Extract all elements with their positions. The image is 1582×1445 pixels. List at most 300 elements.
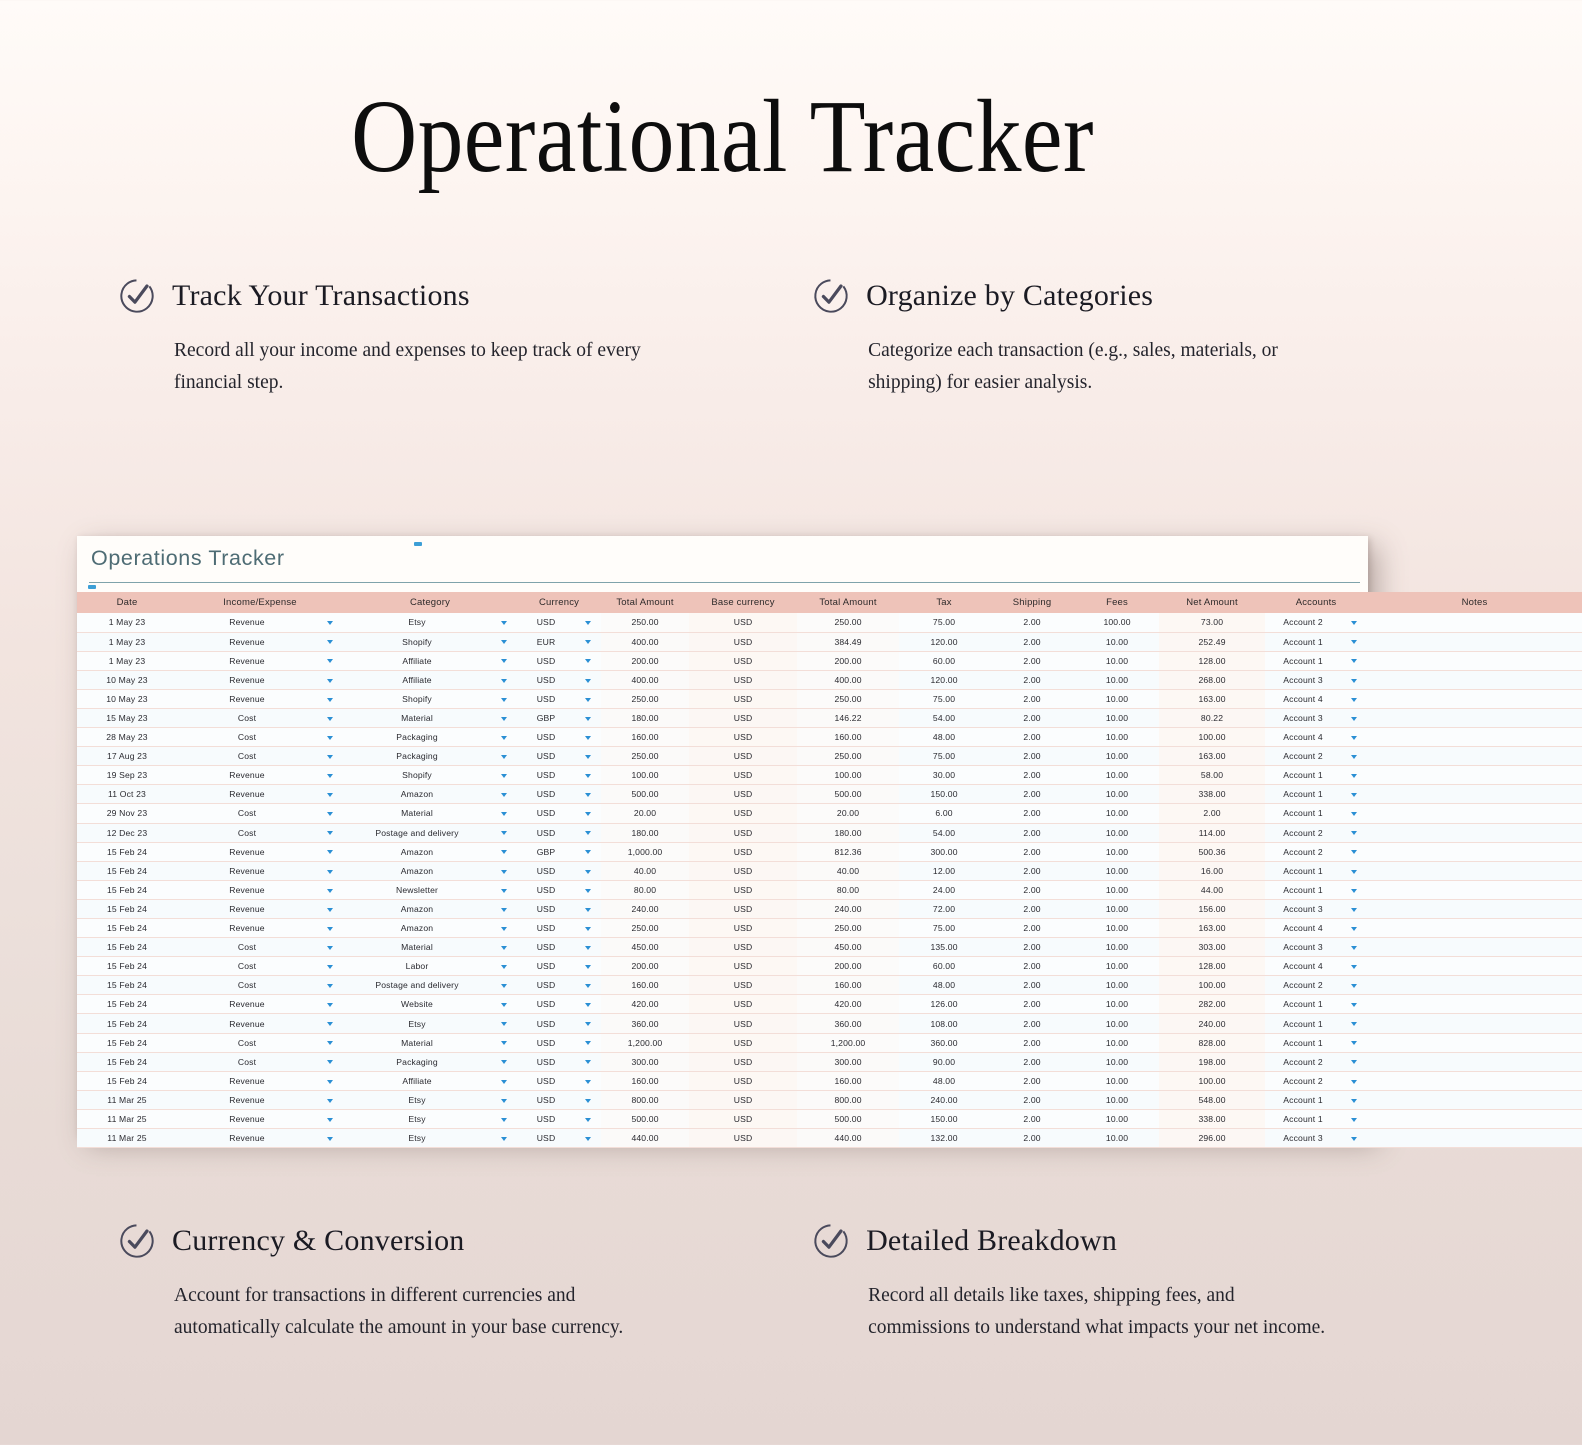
cell-currency[interactable]: USD <box>536 1094 556 1105</box>
category-dropdown[interactable] <box>491 1014 517 1033</box>
cell-currency[interactable]: GBP <box>536 846 556 857</box>
cell-tax[interactable]: 75.00 <box>932 751 956 762</box>
cell-base-currency[interactable]: USD <box>689 785 797 804</box>
chevron-down-icon[interactable] <box>327 1041 333 1045</box>
cell-income-expense[interactable]: Cost <box>237 1056 257 1067</box>
chevron-down-icon[interactable] <box>585 965 591 969</box>
cell-net-amount[interactable]: 198.00 <box>1159 1052 1265 1071</box>
category-dropdown[interactable] <box>491 804 517 823</box>
cell-date[interactable]: 15 Feb 24 <box>106 1075 148 1086</box>
cell-shipping[interactable]: 2.00 <box>1023 1018 1041 1029</box>
cell-currency[interactable]: USD <box>536 1075 556 1086</box>
cell-category[interactable]: Affiliate <box>402 1075 432 1086</box>
cell-account[interactable]: Account 1 <box>1283 865 1323 876</box>
chevron-down-icon[interactable] <box>585 850 591 854</box>
cell-date[interactable]: 15 Feb 24 <box>106 980 148 991</box>
cell-account[interactable]: Account 3 <box>1283 942 1323 953</box>
income-expense-dropdown[interactable] <box>317 1052 343 1071</box>
cell-income-expense[interactable]: Cost <box>237 827 257 838</box>
table-row[interactable] <box>77 938 1582 957</box>
cell-total-amount-base[interactable]: 146.22 <box>797 708 899 727</box>
cell-category[interactable]: Packaging <box>396 732 438 743</box>
cell-net-amount[interactable]: 338.00 <box>1159 785 1265 804</box>
cell-net-amount[interactable]: 252.49 <box>1159 632 1265 651</box>
chevron-down-icon[interactable] <box>501 870 507 874</box>
cell-income-expense[interactable]: Revenue <box>229 1018 265 1029</box>
cell-date[interactable]: 12 Dec 23 <box>106 827 148 838</box>
cell-shipping[interactable]: 2.00 <box>1023 1113 1041 1124</box>
cell-fees[interactable]: 10.00 <box>1105 999 1129 1010</box>
chevron-down-icon[interactable] <box>585 908 591 912</box>
cell-total-amount[interactable]: 240.00 <box>601 899 689 918</box>
cell-tax[interactable]: 300.00 <box>930 846 958 857</box>
cell-fees[interactable]: 10.00 <box>1105 1113 1129 1124</box>
cell-category[interactable]: Postage and delivery <box>375 980 459 991</box>
cell-total-amount[interactable]: 250.00 <box>601 919 689 938</box>
chevron-down-icon[interactable] <box>327 640 333 644</box>
column-header-fees[interactable]: Fees <box>1075 592 1159 613</box>
cell-category[interactable]: Amazon <box>400 846 434 857</box>
cell-date[interactable]: 15 Feb 24 <box>106 903 148 914</box>
cell-category[interactable]: Website <box>401 999 433 1010</box>
cell-net-amount[interactable]: 58.00 <box>1159 766 1265 785</box>
table-row[interactable] <box>77 880 1582 899</box>
cell-date[interactable]: 11 Mar 25 <box>107 1113 147 1124</box>
chevron-down-icon[interactable] <box>585 984 591 988</box>
cell-shipping[interactable]: 2.00 <box>1023 1094 1041 1105</box>
cell-base-currency[interactable]: USD <box>689 613 797 632</box>
category-dropdown[interactable] <box>491 747 517 766</box>
currency-dropdown[interactable] <box>575 766 601 785</box>
cell-notes[interactable] <box>1367 995 1582 1014</box>
cell-net-amount[interactable]: 44.00 <box>1159 880 1265 899</box>
cell-currency[interactable]: USD <box>536 827 556 838</box>
cell-base-currency[interactable]: USD <box>689 899 797 918</box>
cell-date[interactable]: 15 Feb 24 <box>106 1037 148 1048</box>
account-dropdown[interactable] <box>1341 919 1367 938</box>
column-header-date[interactable]: Date <box>77 592 177 613</box>
cell-income-expense[interactable]: Cost <box>237 961 257 972</box>
cell-currency[interactable]: USD <box>536 903 556 914</box>
cell-account[interactable]: Account 2 <box>1283 827 1323 838</box>
cell-date[interactable]: 15 Feb 24 <box>106 846 148 857</box>
cell-net-amount[interactable]: 338.00 <box>1159 1109 1265 1128</box>
category-dropdown[interactable] <box>491 613 517 632</box>
column-header-currency[interactable]: Currency <box>517 592 601 613</box>
cell-category[interactable]: Amazon <box>400 789 434 800</box>
cell-currency[interactable]: USD <box>536 999 556 1010</box>
currency-dropdown[interactable] <box>575 1052 601 1071</box>
cell-income-expense[interactable]: Revenue <box>229 617 265 628</box>
account-dropdown[interactable] <box>1341 670 1367 689</box>
chevron-down-icon[interactable] <box>585 927 591 931</box>
cell-currency[interactable]: USD <box>536 674 556 685</box>
cell-total-amount-base[interactable]: 800.00 <box>797 1090 899 1109</box>
cell-notes[interactable] <box>1367 861 1582 880</box>
cell-total-amount-base[interactable]: 812.36 <box>797 842 899 861</box>
chevron-down-icon[interactable] <box>585 698 591 702</box>
chevron-down-icon[interactable] <box>501 1118 507 1122</box>
chevron-down-icon[interactable] <box>501 1137 507 1141</box>
account-dropdown[interactable] <box>1341 1033 1367 1052</box>
chevron-down-icon[interactable] <box>1351 1041 1357 1045</box>
cell-category[interactable]: Material <box>401 808 433 819</box>
chevron-down-icon[interactable] <box>585 640 591 644</box>
cell-category[interactable]: Postage and delivery <box>375 827 459 838</box>
chevron-down-icon[interactable] <box>501 908 507 912</box>
chevron-down-icon[interactable] <box>585 755 591 759</box>
chevron-down-icon[interactable] <box>501 717 507 721</box>
table-row[interactable] <box>77 861 1582 880</box>
cell-category[interactable]: Labor <box>405 961 429 972</box>
cell-net-amount[interactable]: 163.00 <box>1159 689 1265 708</box>
account-dropdown[interactable] <box>1341 938 1367 957</box>
cell-currency[interactable]: USD <box>536 923 556 934</box>
chevron-down-icon[interactable] <box>585 831 591 835</box>
category-dropdown[interactable] <box>491 1033 517 1052</box>
cell-tax[interactable]: 120.00 <box>930 636 958 647</box>
cell-date[interactable]: 15 May 23 <box>106 713 148 724</box>
cell-total-amount[interactable]: 440.00 <box>601 1129 689 1148</box>
table-row[interactable] <box>77 689 1582 708</box>
account-dropdown[interactable] <box>1341 1129 1367 1148</box>
chevron-down-icon[interactable] <box>501 774 507 778</box>
cell-income-expense[interactable]: Revenue <box>229 770 265 781</box>
chevron-down-icon[interactable] <box>585 1080 591 1084</box>
cell-tax[interactable]: 60.00 <box>932 655 956 666</box>
cell-income-expense[interactable]: Revenue <box>229 923 265 934</box>
category-dropdown[interactable] <box>491 823 517 842</box>
chevron-down-icon[interactable] <box>327 659 333 663</box>
column-header-total-amount[interactable]: Total Amount <box>601 592 689 613</box>
chevron-down-icon[interactable] <box>585 812 591 816</box>
account-dropdown[interactable] <box>1341 1014 1367 1033</box>
cell-base-currency[interactable]: USD <box>689 804 797 823</box>
cell-fees[interactable]: 10.00 <box>1105 693 1129 704</box>
cell-net-amount[interactable]: 268.00 <box>1159 670 1265 689</box>
cell-shipping[interactable]: 2.00 <box>1023 1056 1041 1067</box>
column-header-notes[interactable]: Notes <box>1367 592 1582 613</box>
cell-notes[interactable] <box>1367 1129 1582 1148</box>
cell-income-expense[interactable]: Revenue <box>229 1113 265 1124</box>
cell-income-expense[interactable]: Revenue <box>229 1094 265 1105</box>
cell-tax[interactable]: 48.00 <box>932 732 956 743</box>
account-dropdown[interactable] <box>1341 995 1367 1014</box>
cell-total-amount-base[interactable]: 100.00 <box>797 766 899 785</box>
cell-income-expense[interactable]: Cost <box>237 808 257 819</box>
chevron-down-icon[interactable] <box>327 831 333 835</box>
cell-total-amount-base[interactable]: 80.00 <box>797 880 899 899</box>
cell-net-amount[interactable]: 548.00 <box>1159 1090 1265 1109</box>
cell-income-expense[interactable]: Revenue <box>229 846 265 857</box>
cell-fees[interactable]: 10.00 <box>1105 1018 1129 1029</box>
table-row[interactable] <box>77 613 1582 632</box>
table-row[interactable] <box>77 1129 1582 1148</box>
cell-notes[interactable] <box>1367 728 1582 747</box>
cell-currency[interactable]: USD <box>536 865 556 876</box>
cell-currency[interactable]: USD <box>536 693 556 704</box>
chevron-down-icon[interactable] <box>501 1041 507 1045</box>
category-dropdown[interactable] <box>491 670 517 689</box>
cell-date[interactable]: 10 May 23 <box>106 693 148 704</box>
table-row[interactable] <box>77 1071 1582 1090</box>
cell-notes[interactable] <box>1367 613 1582 632</box>
cell-category[interactable]: Packaging <box>396 751 438 762</box>
cell-income-expense[interactable]: Cost <box>237 732 257 743</box>
cell-fees[interactable]: 10.00 <box>1105 770 1129 781</box>
chevron-down-icon[interactable] <box>327 774 333 778</box>
cell-fees[interactable]: 10.00 <box>1105 980 1129 991</box>
income-expense-dropdown[interactable] <box>317 976 343 995</box>
chevron-down-icon[interactable] <box>501 1022 507 1026</box>
cell-currency[interactable]: USD <box>536 770 556 781</box>
income-expense-dropdown[interactable] <box>317 670 343 689</box>
currency-dropdown[interactable] <box>575 708 601 727</box>
cell-account[interactable]: Account 2 <box>1283 980 1323 991</box>
cell-total-amount[interactable]: 420.00 <box>601 995 689 1014</box>
cell-total-amount-base[interactable]: 180.00 <box>797 823 899 842</box>
cell-base-currency[interactable]: USD <box>689 670 797 689</box>
cell-total-amount-base[interactable]: 250.00 <box>797 613 899 632</box>
cell-currency[interactable]: USD <box>536 1056 556 1067</box>
chevron-down-icon[interactable] <box>501 698 507 702</box>
column-header-category[interactable]: Category <box>343 592 517 613</box>
cell-tax[interactable]: 90.00 <box>932 1056 956 1067</box>
table-row[interactable] <box>77 708 1582 727</box>
cell-net-amount[interactable]: 282.00 <box>1159 995 1265 1014</box>
category-dropdown[interactable] <box>491 842 517 861</box>
cell-currency[interactable]: USD <box>536 1113 556 1124</box>
chevron-down-icon[interactable] <box>327 793 333 797</box>
cell-account[interactable]: Account 1 <box>1283 636 1323 647</box>
cell-total-amount[interactable]: 450.00 <box>601 938 689 957</box>
cell-net-amount[interactable]: 73.00 <box>1159 613 1265 632</box>
cell-date[interactable]: 17 Aug 23 <box>106 751 148 762</box>
cell-base-currency[interactable]: USD <box>689 957 797 976</box>
cell-category[interactable]: Etsy <box>408 617 426 628</box>
cell-notes[interactable] <box>1367 976 1582 995</box>
cell-total-amount[interactable]: 160.00 <box>601 976 689 995</box>
cell-fees[interactable]: 10.00 <box>1105 1075 1129 1086</box>
cell-fees[interactable]: 10.00 <box>1105 636 1129 647</box>
cell-currency[interactable]: USD <box>536 655 556 666</box>
cell-category[interactable]: Affiliate <box>402 674 432 685</box>
cell-handle-icon[interactable] <box>414 542 422 546</box>
account-dropdown[interactable] <box>1341 1071 1367 1090</box>
chevron-down-icon[interactable] <box>1351 679 1357 683</box>
cell-net-amount[interactable]: 2.00 <box>1159 804 1265 823</box>
cell-total-amount-base[interactable]: 420.00 <box>797 995 899 1014</box>
table-row[interactable] <box>77 1014 1582 1033</box>
currency-dropdown[interactable] <box>575 670 601 689</box>
cell-tax[interactable]: 108.00 <box>930 1018 958 1029</box>
cell-total-amount[interactable]: 360.00 <box>601 1014 689 1033</box>
cell-net-amount[interactable]: 100.00 <box>1159 1071 1265 1090</box>
category-dropdown[interactable] <box>491 728 517 747</box>
account-dropdown[interactable] <box>1341 651 1367 670</box>
table-row[interactable] <box>77 976 1582 995</box>
chevron-down-icon[interactable] <box>327 1003 333 1007</box>
cell-tax[interactable]: 6.00 <box>935 808 953 819</box>
cell-notes[interactable] <box>1367 957 1582 976</box>
cell-net-amount[interactable]: 828.00 <box>1159 1033 1265 1052</box>
cell-income-expense[interactable]: Cost <box>237 980 257 991</box>
cell-fees[interactable]: 10.00 <box>1105 674 1129 685</box>
cell-account[interactable]: Account 3 <box>1283 713 1323 724</box>
cell-net-amount[interactable]: 500.36 <box>1159 842 1265 861</box>
cell-fees[interactable]: 100.00 <box>1103 617 1131 628</box>
cell-date[interactable]: 1 May 23 <box>108 636 146 647</box>
cell-fees[interactable]: 10.00 <box>1105 846 1129 857</box>
account-dropdown[interactable] <box>1341 861 1367 880</box>
currency-dropdown[interactable] <box>575 804 601 823</box>
chevron-down-icon[interactable] <box>327 1080 333 1084</box>
chevron-down-icon[interactable] <box>327 984 333 988</box>
cell-category[interactable]: Material <box>401 942 433 953</box>
cell-base-currency[interactable]: USD <box>689 1033 797 1052</box>
chevron-down-icon[interactable] <box>585 1003 591 1007</box>
cell-tax[interactable]: 135.00 <box>930 942 958 953</box>
column-header-net-amount[interactable]: Net Amount <box>1159 592 1265 613</box>
cell-total-amount[interactable]: 200.00 <box>601 651 689 670</box>
cell-income-expense[interactable]: Cost <box>237 1037 257 1048</box>
cell-category[interactable]: Amazon <box>400 865 434 876</box>
cell-base-currency[interactable]: USD <box>689 651 797 670</box>
cell-category[interactable]: Shopify <box>402 693 432 704</box>
cell-base-currency[interactable]: USD <box>689 1071 797 1090</box>
cell-shipping[interactable]: 2.00 <box>1023 713 1041 724</box>
cell-notes[interactable] <box>1367 689 1582 708</box>
chevron-down-icon[interactable] <box>1351 1099 1357 1103</box>
income-expense-dropdown[interactable] <box>317 1129 343 1148</box>
table-row[interactable] <box>77 804 1582 823</box>
account-dropdown[interactable] <box>1341 823 1367 842</box>
chevron-down-icon[interactable] <box>501 850 507 854</box>
chevron-down-icon[interactable] <box>501 946 507 950</box>
chevron-down-icon[interactable] <box>1351 774 1357 778</box>
chevron-down-icon[interactable] <box>1351 927 1357 931</box>
income-expense-dropdown[interactable] <box>317 1033 343 1052</box>
cell-tax[interactable]: 48.00 <box>932 980 956 991</box>
cell-fees[interactable]: 10.00 <box>1105 923 1129 934</box>
cell-income-expense[interactable]: Revenue <box>229 674 265 685</box>
cell-tax[interactable]: 75.00 <box>932 617 956 628</box>
cell-total-amount-base[interactable]: 500.00 <box>797 1109 899 1128</box>
cell-net-amount[interactable]: 240.00 <box>1159 1014 1265 1033</box>
cell-net-amount[interactable]: 128.00 <box>1159 651 1265 670</box>
cell-tax[interactable]: 48.00 <box>932 1075 956 1086</box>
cell-fees[interactable]: 10.00 <box>1105 655 1129 666</box>
cell-account[interactable]: Account 4 <box>1283 923 1323 934</box>
chevron-down-icon[interactable] <box>501 621 507 625</box>
chevron-down-icon[interactable] <box>327 621 333 625</box>
chevron-down-icon[interactable] <box>327 736 333 740</box>
table-row[interactable] <box>77 995 1582 1014</box>
income-expense-dropdown[interactable] <box>317 708 343 727</box>
chevron-down-icon[interactable] <box>501 659 507 663</box>
chevron-down-icon[interactable] <box>1351 850 1357 854</box>
cell-currency[interactable]: USD <box>536 980 556 991</box>
currency-dropdown[interactable] <box>575 938 601 957</box>
currency-dropdown[interactable] <box>575 880 601 899</box>
currency-dropdown[interactable] <box>575 861 601 880</box>
income-expense-dropdown[interactable] <box>317 728 343 747</box>
cell-total-amount-base[interactable]: 400.00 <box>797 670 899 689</box>
cell-account[interactable]: Account 1 <box>1283 1094 1323 1105</box>
table-row[interactable] <box>77 670 1582 689</box>
cell-total-amount-base[interactable]: 300.00 <box>797 1052 899 1071</box>
cell-category[interactable]: Material <box>401 1037 433 1048</box>
cell-income-expense[interactable]: Revenue <box>229 999 265 1010</box>
chevron-down-icon[interactable] <box>585 1118 591 1122</box>
category-dropdown[interactable] <box>491 1109 517 1128</box>
cell-fees[interactable]: 10.00 <box>1105 884 1129 895</box>
chevron-down-icon[interactable] <box>585 870 591 874</box>
table-row[interactable] <box>77 919 1582 938</box>
cell-notes[interactable] <box>1367 842 1582 861</box>
cell-currency[interactable]: USD <box>536 961 556 972</box>
chevron-down-icon[interactable] <box>327 965 333 969</box>
cell-total-amount[interactable]: 400.00 <box>601 632 689 651</box>
table-row[interactable] <box>77 842 1582 861</box>
income-expense-dropdown[interactable] <box>317 995 343 1014</box>
column-header-shipping[interactable]: Shipping <box>989 592 1075 613</box>
chevron-down-icon[interactable] <box>1351 1022 1357 1026</box>
chevron-down-icon[interactable] <box>1351 1118 1357 1122</box>
income-expense-dropdown[interactable] <box>317 861 343 880</box>
cell-notes[interactable] <box>1367 880 1582 899</box>
cell-account[interactable]: Account 1 <box>1283 770 1323 781</box>
cell-income-expense[interactable]: Revenue <box>229 693 265 704</box>
cell-tax[interactable]: 54.00 <box>932 827 956 838</box>
cell-account[interactable]: Account 2 <box>1283 846 1323 857</box>
currency-dropdown[interactable] <box>575 995 601 1014</box>
cell-notes[interactable] <box>1367 1071 1582 1090</box>
income-expense-dropdown[interactable] <box>317 842 343 861</box>
cell-shipping[interactable]: 2.00 <box>1023 1037 1041 1048</box>
account-dropdown[interactable] <box>1341 842 1367 861</box>
account-dropdown[interactable] <box>1341 976 1367 995</box>
cell-account[interactable]: Account 2 <box>1283 1075 1323 1086</box>
cell-base-currency[interactable]: USD <box>689 938 797 957</box>
cell-total-amount-base[interactable]: 240.00 <box>797 899 899 918</box>
cell-net-amount[interactable]: 163.00 <box>1159 919 1265 938</box>
category-dropdown[interactable] <box>491 995 517 1014</box>
cell-net-amount[interactable]: 128.00 <box>1159 957 1265 976</box>
chevron-down-icon[interactable] <box>1351 659 1357 663</box>
column-header-tax[interactable]: Tax <box>899 592 989 613</box>
cell-account[interactable]: Account 2 <box>1283 617 1323 628</box>
cell-net-amount[interactable]: 114.00 <box>1159 823 1265 842</box>
category-dropdown[interactable] <box>491 1129 517 1148</box>
table-row[interactable] <box>77 747 1582 766</box>
cell-account[interactable]: Account 1 <box>1283 789 1323 800</box>
cell-notes[interactable] <box>1367 651 1582 670</box>
currency-dropdown[interactable] <box>575 1090 601 1109</box>
cell-category[interactable]: Shopify <box>402 770 432 781</box>
cell-total-amount[interactable]: 100.00 <box>601 766 689 785</box>
cell-category[interactable]: Amazon <box>400 923 434 934</box>
cell-income-expense[interactable]: Revenue <box>229 1133 265 1144</box>
chevron-down-icon[interactable] <box>1351 946 1357 950</box>
cell-account[interactable]: Account 1 <box>1283 808 1323 819</box>
cell-notes[interactable] <box>1367 1109 1582 1128</box>
table-row[interactable] <box>77 1109 1582 1128</box>
chevron-down-icon[interactable] <box>327 1099 333 1103</box>
cell-income-expense[interactable]: Revenue <box>229 1075 265 1086</box>
cell-total-amount[interactable]: 250.00 <box>601 689 689 708</box>
cell-base-currency[interactable]: USD <box>689 766 797 785</box>
